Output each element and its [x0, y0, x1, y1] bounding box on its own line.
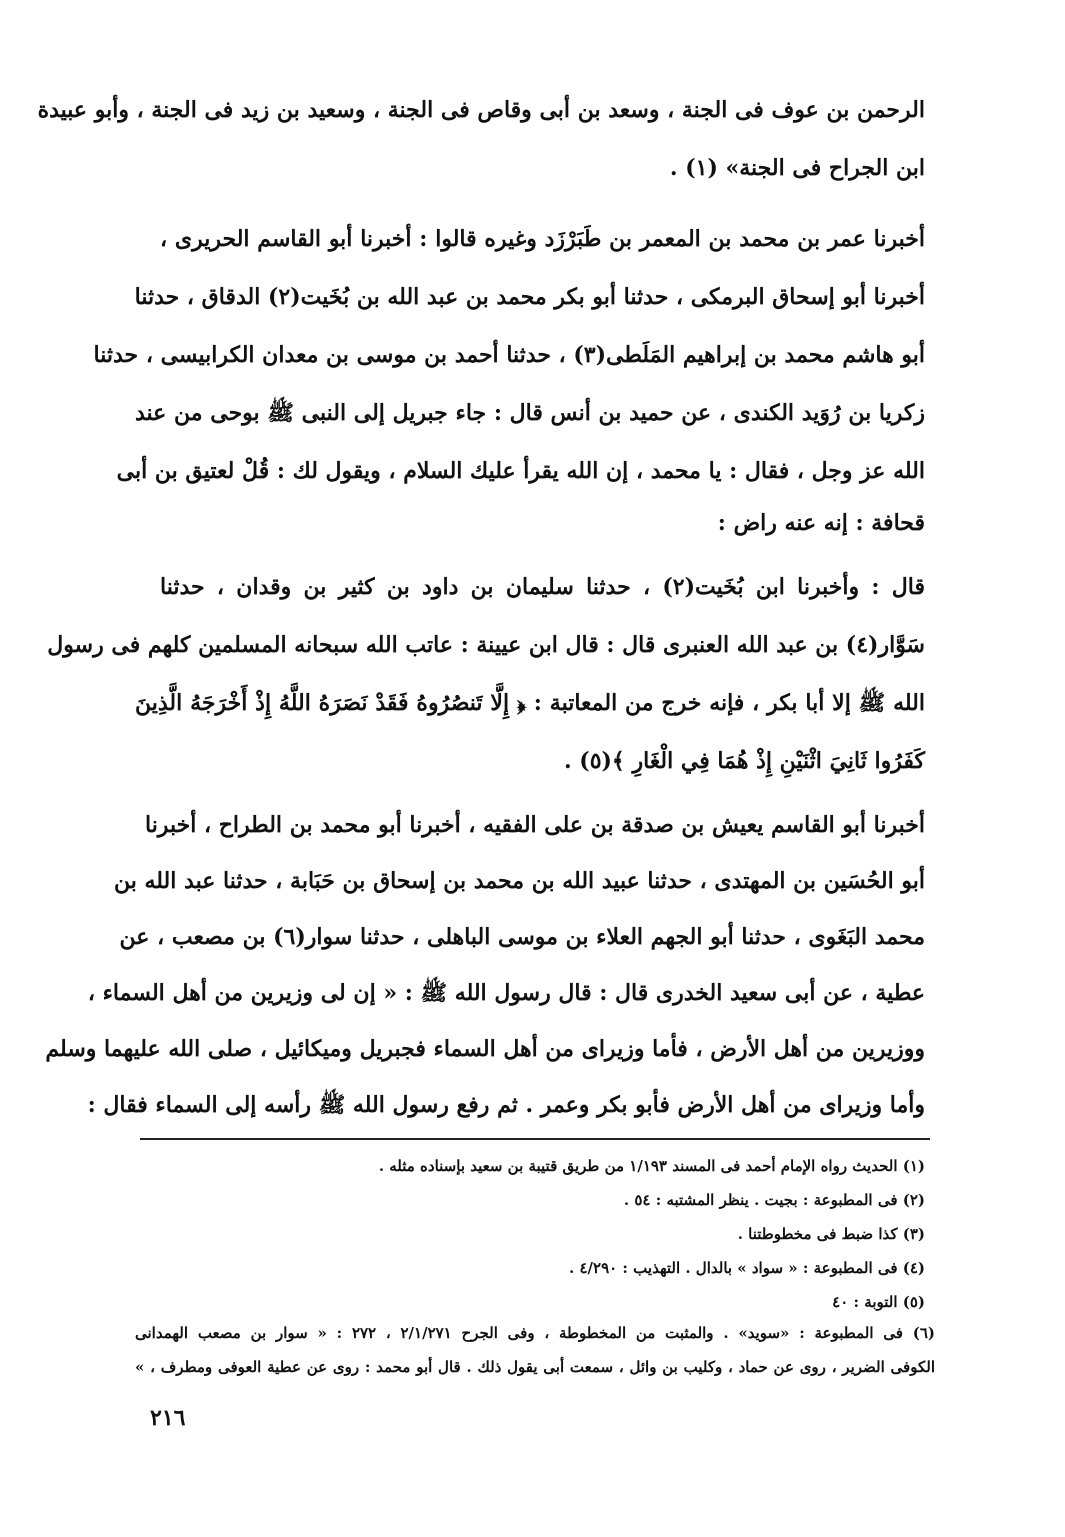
text-line: أبو الحُسَين بن المهتدى ، حدثنا عبيد الله بن محمد بن إسحاق بن حَبَابة ، حدثنا عبد الله بن	[113, 868, 925, 894]
footnote: (٥) التوبة : ٤٠	[832, 1293, 925, 1311]
text-line: ووزيرين من أهل الأرض ، فأما وزيراى من أهل السماء فجبريل وميكائيل ، صلى الله عليهما وسلم	[45, 1036, 925, 1062]
text-line: وأما وزيراى من أهل الأرض فأبو بكر وعمر . ثم رفع رسول الله ﷺ رأسه إلى السماء فقال :	[87, 1092, 925, 1118]
text-line: ابن الجراح فى الجنة» (١) .	[669, 155, 925, 181]
text-line: الله ﷺ إلا أبا بكر ، فإنه خرج من المعاتبة : ﴿ إِلَّا تَنصُرُوهُ فَقَدْ نَصَرَهُ اللَّهُ إِذْ أَخْرَجَهُ الَّذِينَ	[135, 690, 925, 716]
text-line: أخبرنا أبو القاسم يعيش بن صدقة بن على الفقيه ، أخبرنا أبو محمد بن الطراح ، أخبرنا	[144, 812, 925, 838]
footnote: الكوفى الضرير ، روى عن حماد ، وكليب بن وائل ، سمعت أبى يقول ذلك . قال أبو محمد : روى عن عطية العوفى ومطرف ، »	[135, 1358, 935, 1376]
text-line: أخبرنا أبو إسحاق البرمكى ، حدثنا أبو بكر محمد بن عبد الله بن بُخَيت(٢) الدقاق ، حدثنا	[134, 284, 925, 310]
text-line: أبو هاشم محمد بن إبراهيم المَلَطى(٣) ، حدثنا أحمد بن موسى بن معدان الكرابيسى ، حدثنا	[93, 342, 925, 368]
footnote: (٢) فى المطبوعة : بجيت . ينظر المشتبه : ٥٤ .	[623, 1191, 925, 1209]
text-line: قال : وأخبرنا ابن بُخَيت(٢) ، حدثنا سليمان بن داود بن كثير بن وقدان ، حدثنا	[160, 574, 926, 600]
text-line: سَوَّار(٤) بن عبد الله العنبرى قال : قال ابن عيينة : عاتب الله سبحانه المسلمين كلهم فى رسول	[47, 632, 925, 658]
text-line: الله عز وجل ، فقال : يا محمد ، إن الله يقرأ عليك السلام ، ويقول لك : قُلْ لعتيق بن أبى	[116, 458, 925, 484]
page-number: ٢١٦	[150, 1405, 186, 1431]
text-line: قحافة : إنه عنه راض :	[717, 510, 925, 536]
footnote: (١) الحديث رواه الإمام أحمد فى المسند ١/١٩٣ من طريق قتيبة بن سعيد بإسناده مثله .	[378, 1157, 925, 1175]
text-line: أخبرنا عمر بن محمد بن المعمر بن طَبَرْزَد وغيره قالوا : أخبرنا أبو القاسم الحريرى ،	[160, 226, 925, 252]
text-line: الرحمن بن عوف فى الجنة ، وسعد بن أبى وقاص فى الجنة ، وسعيد بن زيد فى الجنة ، وأبو عبيدة	[37, 97, 925, 123]
text-line: محمد البَغَوى ، حدثنا أبو الجهم العلاء بن موسى الباهلى ، حدثنا سوار(٦) بن مصعب ، عن	[119, 924, 925, 950]
text-line: عطية ، عن أبى سعيد الخدرى قال : قال رسول الله ﷺ : « إن لى وزيرين من أهل السماء ،	[87, 980, 925, 1006]
text-line: كَفَرُوا ثَانِيَ اثْنَيْنِ إِذْ هُمَا فِي الْغَارِ ﴾(٥) .	[563, 748, 925, 774]
footnote: (٦) فى المطبوعة : «سويد» . والمثبت من المخطوطة ، وفى الجرح ٢/١/٢٧١ ، ٢٧٢ : « سوار بن مصعب الهمدانى	[135, 1324, 935, 1342]
footnote: (٣) كذا ضبط فى مخطوطتنا .	[737, 1225, 925, 1243]
footnote: (٤) فى المطبوعة : « سواد » بالدال . التهذيب : ٤/٢٩٠ .	[569, 1259, 925, 1277]
footnote-divider	[140, 1138, 930, 1140]
text-line: زكريا بن رُوَيد الكندى ، عن حميد بن أنس قال : جاء جبريل إلى النبى ﷺ بوحى من عند	[135, 400, 925, 426]
